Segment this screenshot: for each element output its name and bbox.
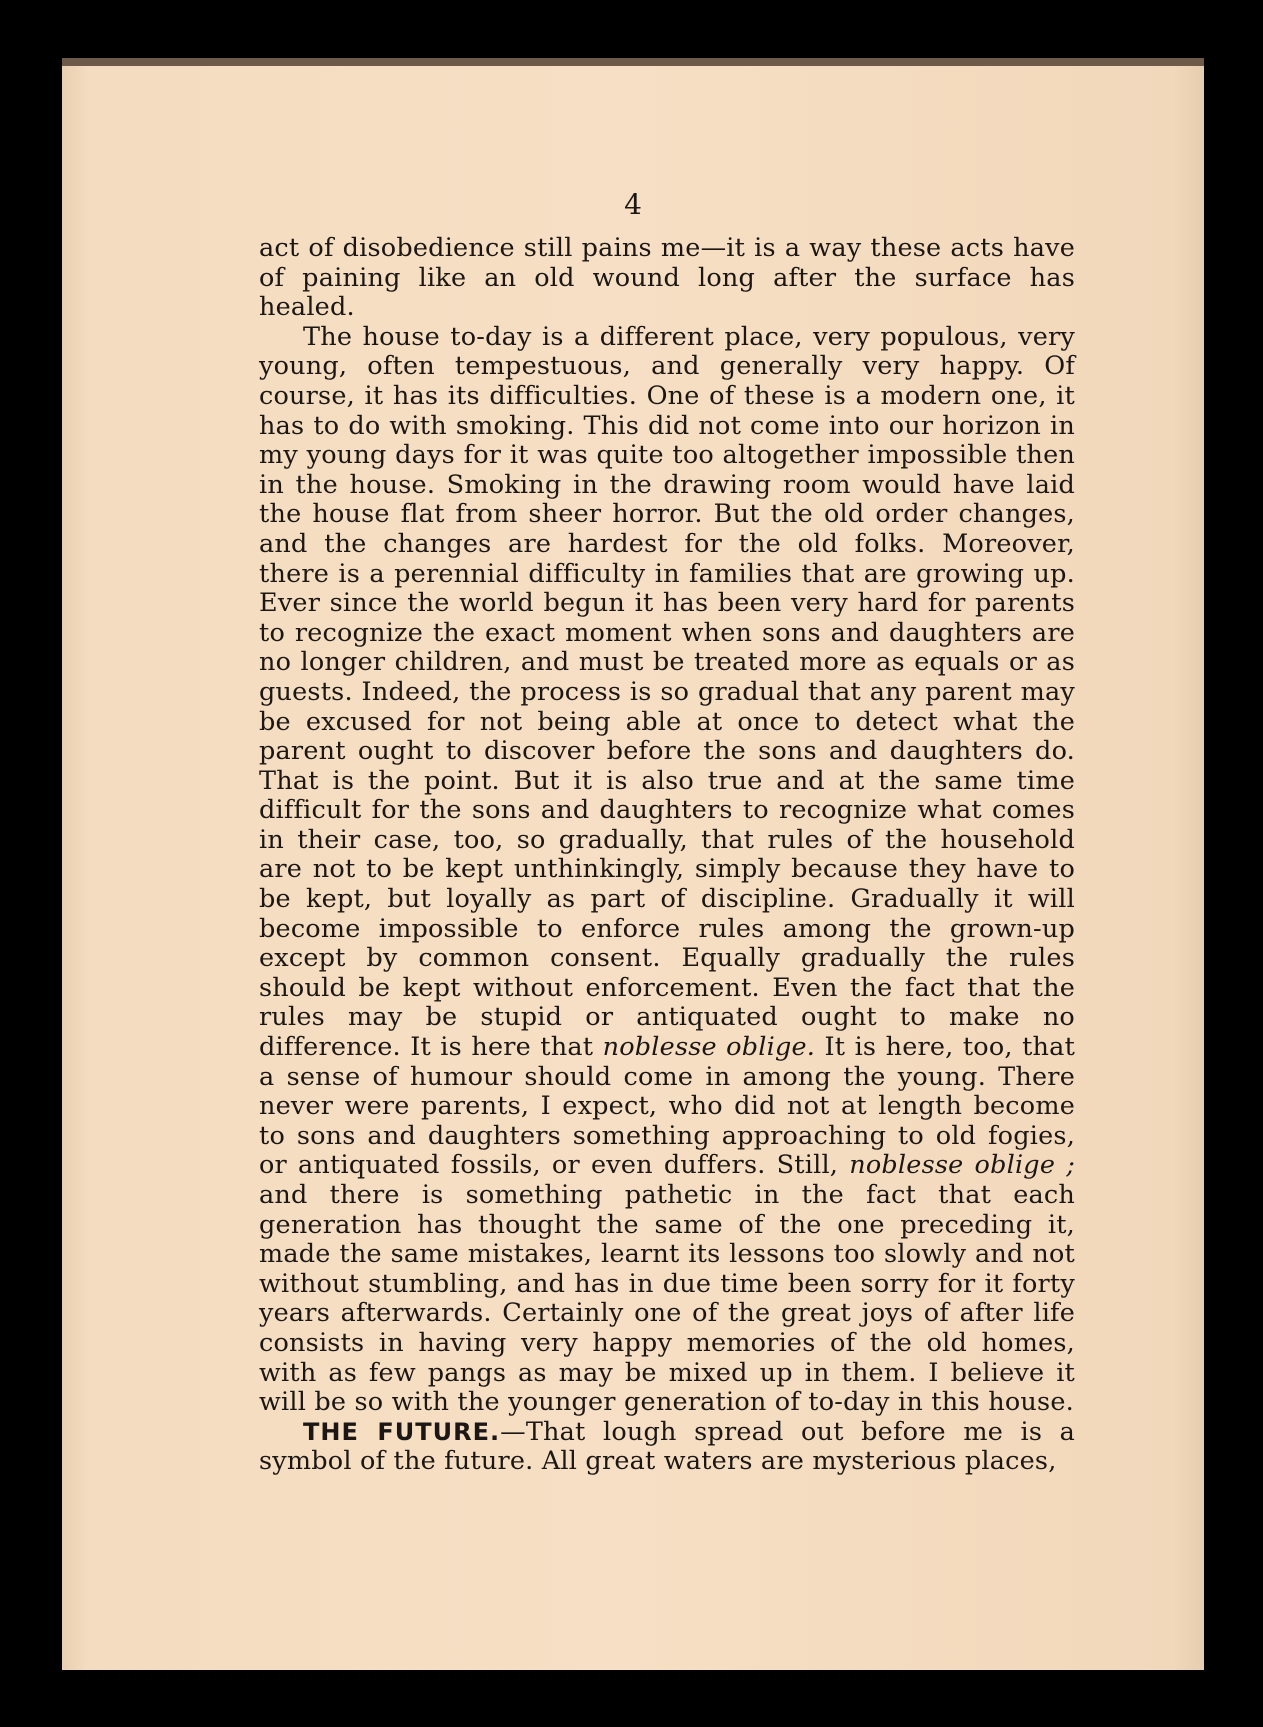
- paragraph-2: [259, 323, 1075, 1418]
- page-number: 4: [624, 188, 642, 221]
- book-page: [62, 58, 1204, 1670]
- paragraph-2-text-a: The house to-day is a different place, very populous, very young, often tempestuous, and generally very happy. Of course, it has its difficulties. One of these is a modern one, it has to do with smoking. This did not come into our horizon in my young days for it was quite too altogether impossible then in the house. Smoking in the drawing room would have laid the house flat from sheer horror. But the old order changes, and the changes are hardest for the old folks. Moreover, there is a perennial difficulty in families that are growing up. Ever since the world begun it has been very hard for parents to recognize the exact moment when sons and daughters are no longer children, and must be treated more as equals or as guests. Indeed, the process is so gradual that any parent may be excused for not being able at once to detect what the parent ought to discover before the sons and daughters do. That is the point. But it is also true and at the same time difficult for the sons and daughters to recognize what comes in their case, too, so gradually, that rules of the household are not to be kept unthinkingly, simply because they have to be kept, but loyally as part of discipline. Gradually it will become impossible to enforce rules among the grown-up except by common consent. Equally gradually the rules should be kept without enforcement. Even the fact that the rules may be stupid or antiquated ought to make no difference. It is here that: [259, 321, 1075, 1063]
- paragraph-1: act of disobedience still pains me—it is a way these acts have of paining like an old wound long after the surface has healed.: [259, 233, 1075, 323]
- paragraph-3-text: —That lough spread out before me is a symbol of the future. All great waters are mysterious places,: [259, 1416, 1075, 1477]
- section-heading: THE FUTURE.: [303, 1417, 501, 1446]
- paragraph-2-text-c: and there is something pathetic in the fact that each generation has thought the same of the one preceding it, made the same mistakes, learnt its lessons too slowly and not without stumbling, and has in due time been sorry for it forty years afterwards. Certainly one of the great joys of after life consists in having very happy memories of the old homes, with as few pangs as may be mixed up in them. I believe it will be so with the younger generation of to-day in this house.: [259, 1180, 1075, 1418]
- italic-phrase-2: noblesse oblige ;: [849, 1150, 1075, 1181]
- paragraph-3: [259, 1418, 1075, 1477]
- italic-phrase-1: noblesse oblige.: [602, 1032, 816, 1063]
- paragraph-2-text-b: It is here, too, that a sense of humour should come in among the young. There never were parents, I expect, who did not at length become to sons and daughters something approaching to old fogies, or antiquated fossils, or even duffers. Still,: [259, 1032, 1076, 1181]
- body-text: [259, 234, 1075, 1477]
